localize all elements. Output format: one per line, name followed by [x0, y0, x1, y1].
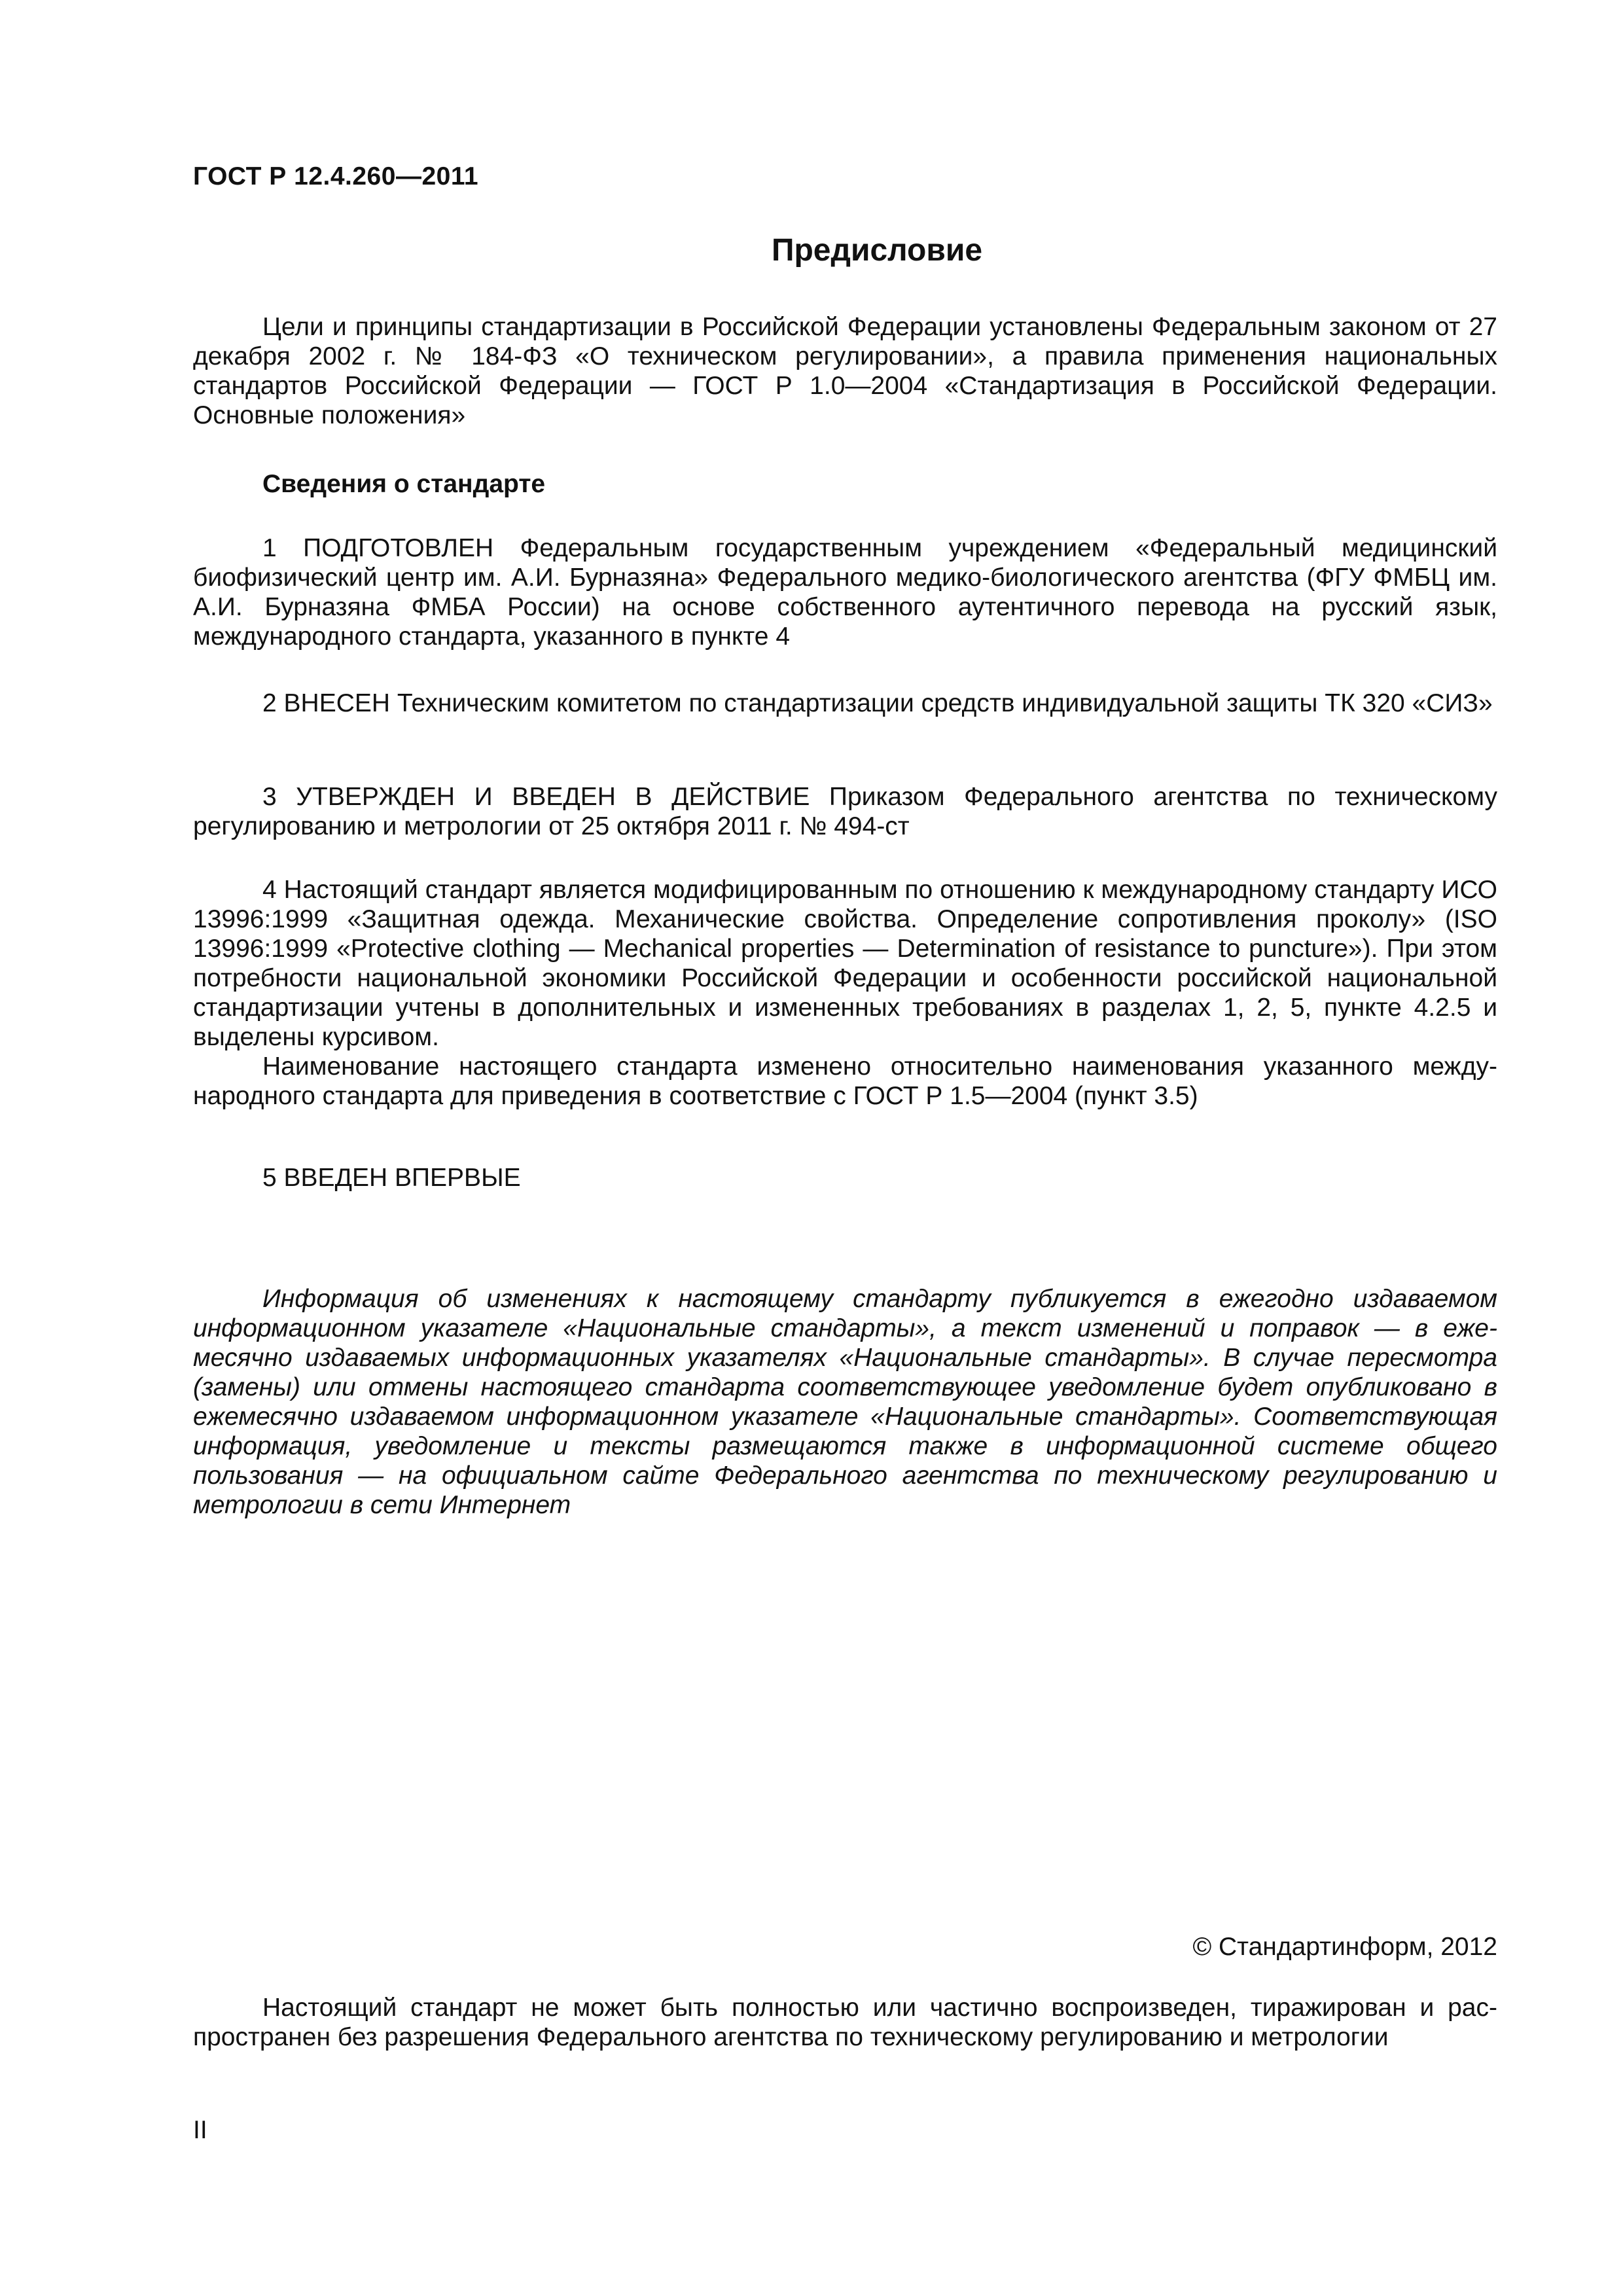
- subheading: Сведения о стандарте: [262, 470, 546, 498]
- restriction-block: [193, 1993, 1497, 2052]
- item-2-paragraph: 2 ВНЕСЕН Техническим комитетом по стандартизации средств индивидуальной защиты ТК 320 «СИЗ»: [262, 689, 1493, 717]
- page-title: Предисловие: [771, 233, 983, 268]
- intro-paragraph: Цели и принципы стандартизации в Российской Федерации установлены Федеральным законом от 27 декабря 2002 г. № 184-ФЗ «О техническом регулировании», а правила применения национальных стандартов Российской Федерации — ГОСТ Р 1.0—2004 «Стандартизация в Российской Федерации. Основные положения»: [193, 313, 1497, 429]
- item-1-block: [193, 533, 1497, 651]
- item-3-block: [193, 782, 1497, 841]
- restriction-paragraph: Настоящий стандарт не может быть полностью или частично воспроизведен, тиражирован и распространен без разрешения Федерального агентства по техническому регулированию и метрологии: [193, 1994, 1497, 2051]
- item-5-block: [193, 1163, 1497, 1193]
- page-number: II: [193, 2116, 207, 2144]
- item-4-block: [193, 875, 1497, 1111]
- item-3-paragraph: 3 УТВЕРЖДЕН И ВВЕДЕН В ДЕЙСТВИЕ Приказом Федерального агентства по техническому регулированию и метрологии от 25 октября 2011 г. № 494-ст: [193, 783, 1497, 840]
- document-code: ГОСТ Р 12.4.260—2011: [193, 162, 479, 190]
- copyright-notice: © Стандартинформ, 2012: [1192, 1933, 1497, 1961]
- item-1-paragraph: 1 ПОДГОТОВЛЕН Федеральным государственным учреждением «Федеральный медицинский биофизический центр им. А.И. Бурназяна» Федерального медико-биологического агентства (ФГУ ФМБЦ им. А.И. Бурназяна ФМБА России) на основе собственного аутентичного перевода на русский язык, международного стандарта, указанного в пункте 4: [193, 534, 1497, 651]
- notice-block: [193, 1284, 1497, 1520]
- intro-paragraph-block: [193, 312, 1497, 430]
- item-4-name-paragraph: Наименование настоящего стандарта изменено относительно наименования указанного международного стандарта для приведения в соответствие с ГОСТ Р 1.5—2004 (пункт 3.5): [193, 1052, 1497, 1110]
- item-2-block: [193, 689, 1497, 718]
- item-4-paragraph: 4 Настоящий стандарт является модифицированным по отношению к международному стандарту ИСО 13996:1999 «Защитная одежда. Механические свойства. Определение сопротивления проколу» (ISO 13996:1999 «Protective clothing — Mechanical properties — Determination of resistance to puncture»). При этом потребности национальной экономики Российской Федерации и особенности российской национальной стандартизации учтены в дополнительных и измененных требованиях в разделах 1, 2, 5, пункте 4.2.5 и выделены курсивом.: [193, 876, 1497, 1051]
- item-5-paragraph: 5 ВВЕДЕН ВПЕРВЫЕ: [262, 1164, 521, 1192]
- notice-paragraph: Информация об изменениях к настоящему стандарту публикуется в ежегодно издаваемом информационном указателе «Национальные стандарты», а текст изменений и поправок — в ежемесячно издаваемых информационных указателях «Национальные стандарты». В случае пересмотра (замены) или отмены настоящего стандарта соответствующее уведомление будет опубликовано в ежемесячно издаваемом информационном указателе «Национальные стандарты». Соответствующая информация, уведомление и тексты размещаются также в информационной системе общего пользования — на официальном сайте Федерального агентства по техническому регулированию и метрологии в сети Интернет: [193, 1285, 1497, 1519]
